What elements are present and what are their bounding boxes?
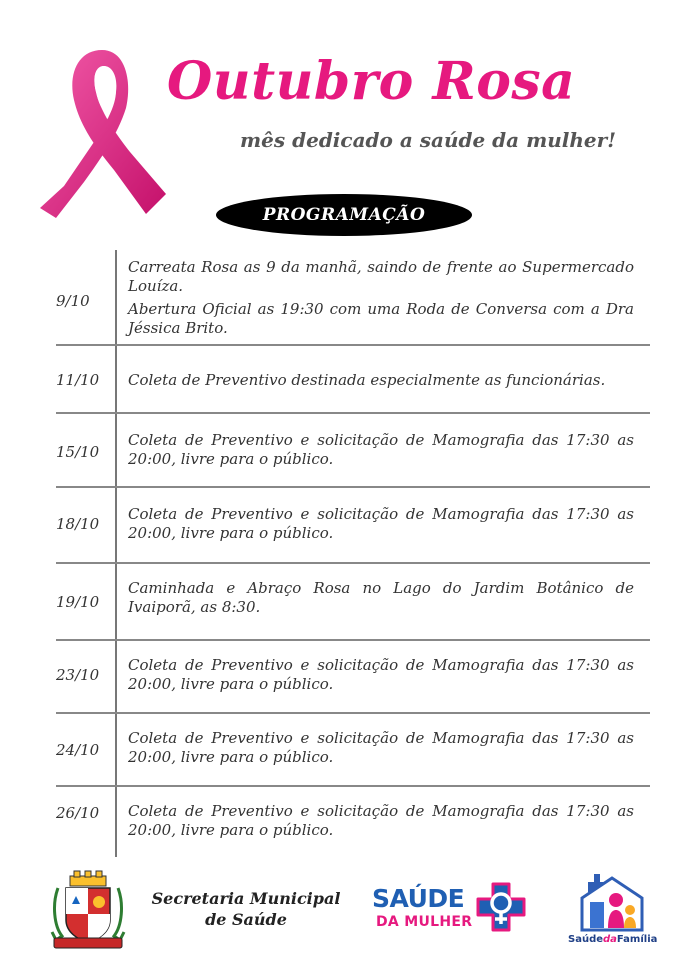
schedule-description	[128, 505, 634, 543]
schedule-date: 15/10	[56, 443, 100, 461]
schedule-description	[128, 656, 634, 694]
schedule-date: 26/10	[56, 804, 100, 822]
secretaria-line1: Secretaria Municipal	[151, 889, 341, 908]
schedule-description	[128, 258, 634, 338]
schedule-line: Coleta de Preventivo e solicitação de Mamografia das 17:30 as 20:00, livre para o público.	[128, 802, 634, 839]
row-separator	[56, 639, 650, 641]
programacao-badge: PROGRAMAÇÃO	[216, 194, 472, 236]
saude-familia-part3: Família	[616, 934, 658, 945]
schedule-date: 19/10	[56, 593, 100, 611]
schedule-line: Carreata Rosa as 9 da manhã, saindo de frente ao Supermercado Louíza.	[128, 258, 634, 295]
family-house-icon	[574, 872, 654, 932]
secretaria-label	[142, 888, 350, 930]
schedule-date: 24/10	[56, 741, 100, 759]
schedule-line: Abertura Oficial as 19:30 com uma Roda de Conversa com a Dra Jéssica Brito.	[128, 300, 634, 337]
schedule-date: 23/10	[56, 666, 100, 684]
row-separator	[56, 344, 650, 346]
row-separator	[56, 712, 650, 714]
female-symbol-icon	[476, 882, 526, 932]
saude-da-mulher-logo	[372, 882, 530, 942]
saude-familia-text	[568, 934, 657, 945]
column-divider	[115, 250, 117, 857]
saude-familia-part2: da	[603, 934, 617, 945]
saude-familia-part1: Saúde	[568, 934, 604, 945]
schedule-date: 9/10	[56, 292, 90, 310]
saude-mulher-line2: DA MULHER	[376, 914, 473, 930]
schedule-line: Coleta de Preventivo e solicitação de Mamografia das 17:30 as 20:00, livre para o público.	[128, 656, 634, 693]
page-title: Outubro Rosa	[167, 51, 576, 112]
row-separator	[56, 785, 650, 787]
municipal-crest-icon	[48, 870, 128, 952]
schedule-line: Coleta de Preventivo destinada especialmente as funcionárias.	[128, 371, 606, 389]
schedule-description	[128, 802, 634, 840]
row-separator	[56, 562, 650, 564]
schedule-date: 18/10	[56, 515, 100, 533]
schedule-description	[128, 431, 634, 469]
footer-logos	[0, 864, 698, 960]
saude-da-familia-logo	[560, 872, 670, 952]
schedule-description	[128, 579, 634, 617]
page-subtitle: mês dedicado a saúde da mulher!	[240, 128, 616, 152]
row-separator	[56, 486, 650, 488]
schedule-line: Coleta de Preventivo e solicitação de Mamografia das 17:30 as 20:00, livre para o público.	[128, 729, 634, 766]
schedule-description	[128, 371, 634, 390]
secretaria-line2: de Saúde	[205, 910, 287, 929]
row-separator	[56, 412, 650, 414]
pink-ribbon-icon	[34, 44, 170, 220]
schedule-description	[128, 729, 634, 767]
saude-mulher-line1: SAÚDE	[372, 884, 465, 913]
schedule-line: Coleta de Preventivo e solicitação de Mamografia das 17:30 as 20:00, livre para o público.	[128, 431, 634, 468]
schedule-line: Caminhada e Abraço Rosa no Lago do Jardim Botânico de Ivaiporã, as 8:30.	[128, 579, 634, 616]
schedule-line: Coleta de Preventivo e solicitação de Mamografia das 17:30 as 20:00, livre para o público.	[128, 505, 634, 542]
schedule-date: 11/10	[56, 371, 100, 389]
